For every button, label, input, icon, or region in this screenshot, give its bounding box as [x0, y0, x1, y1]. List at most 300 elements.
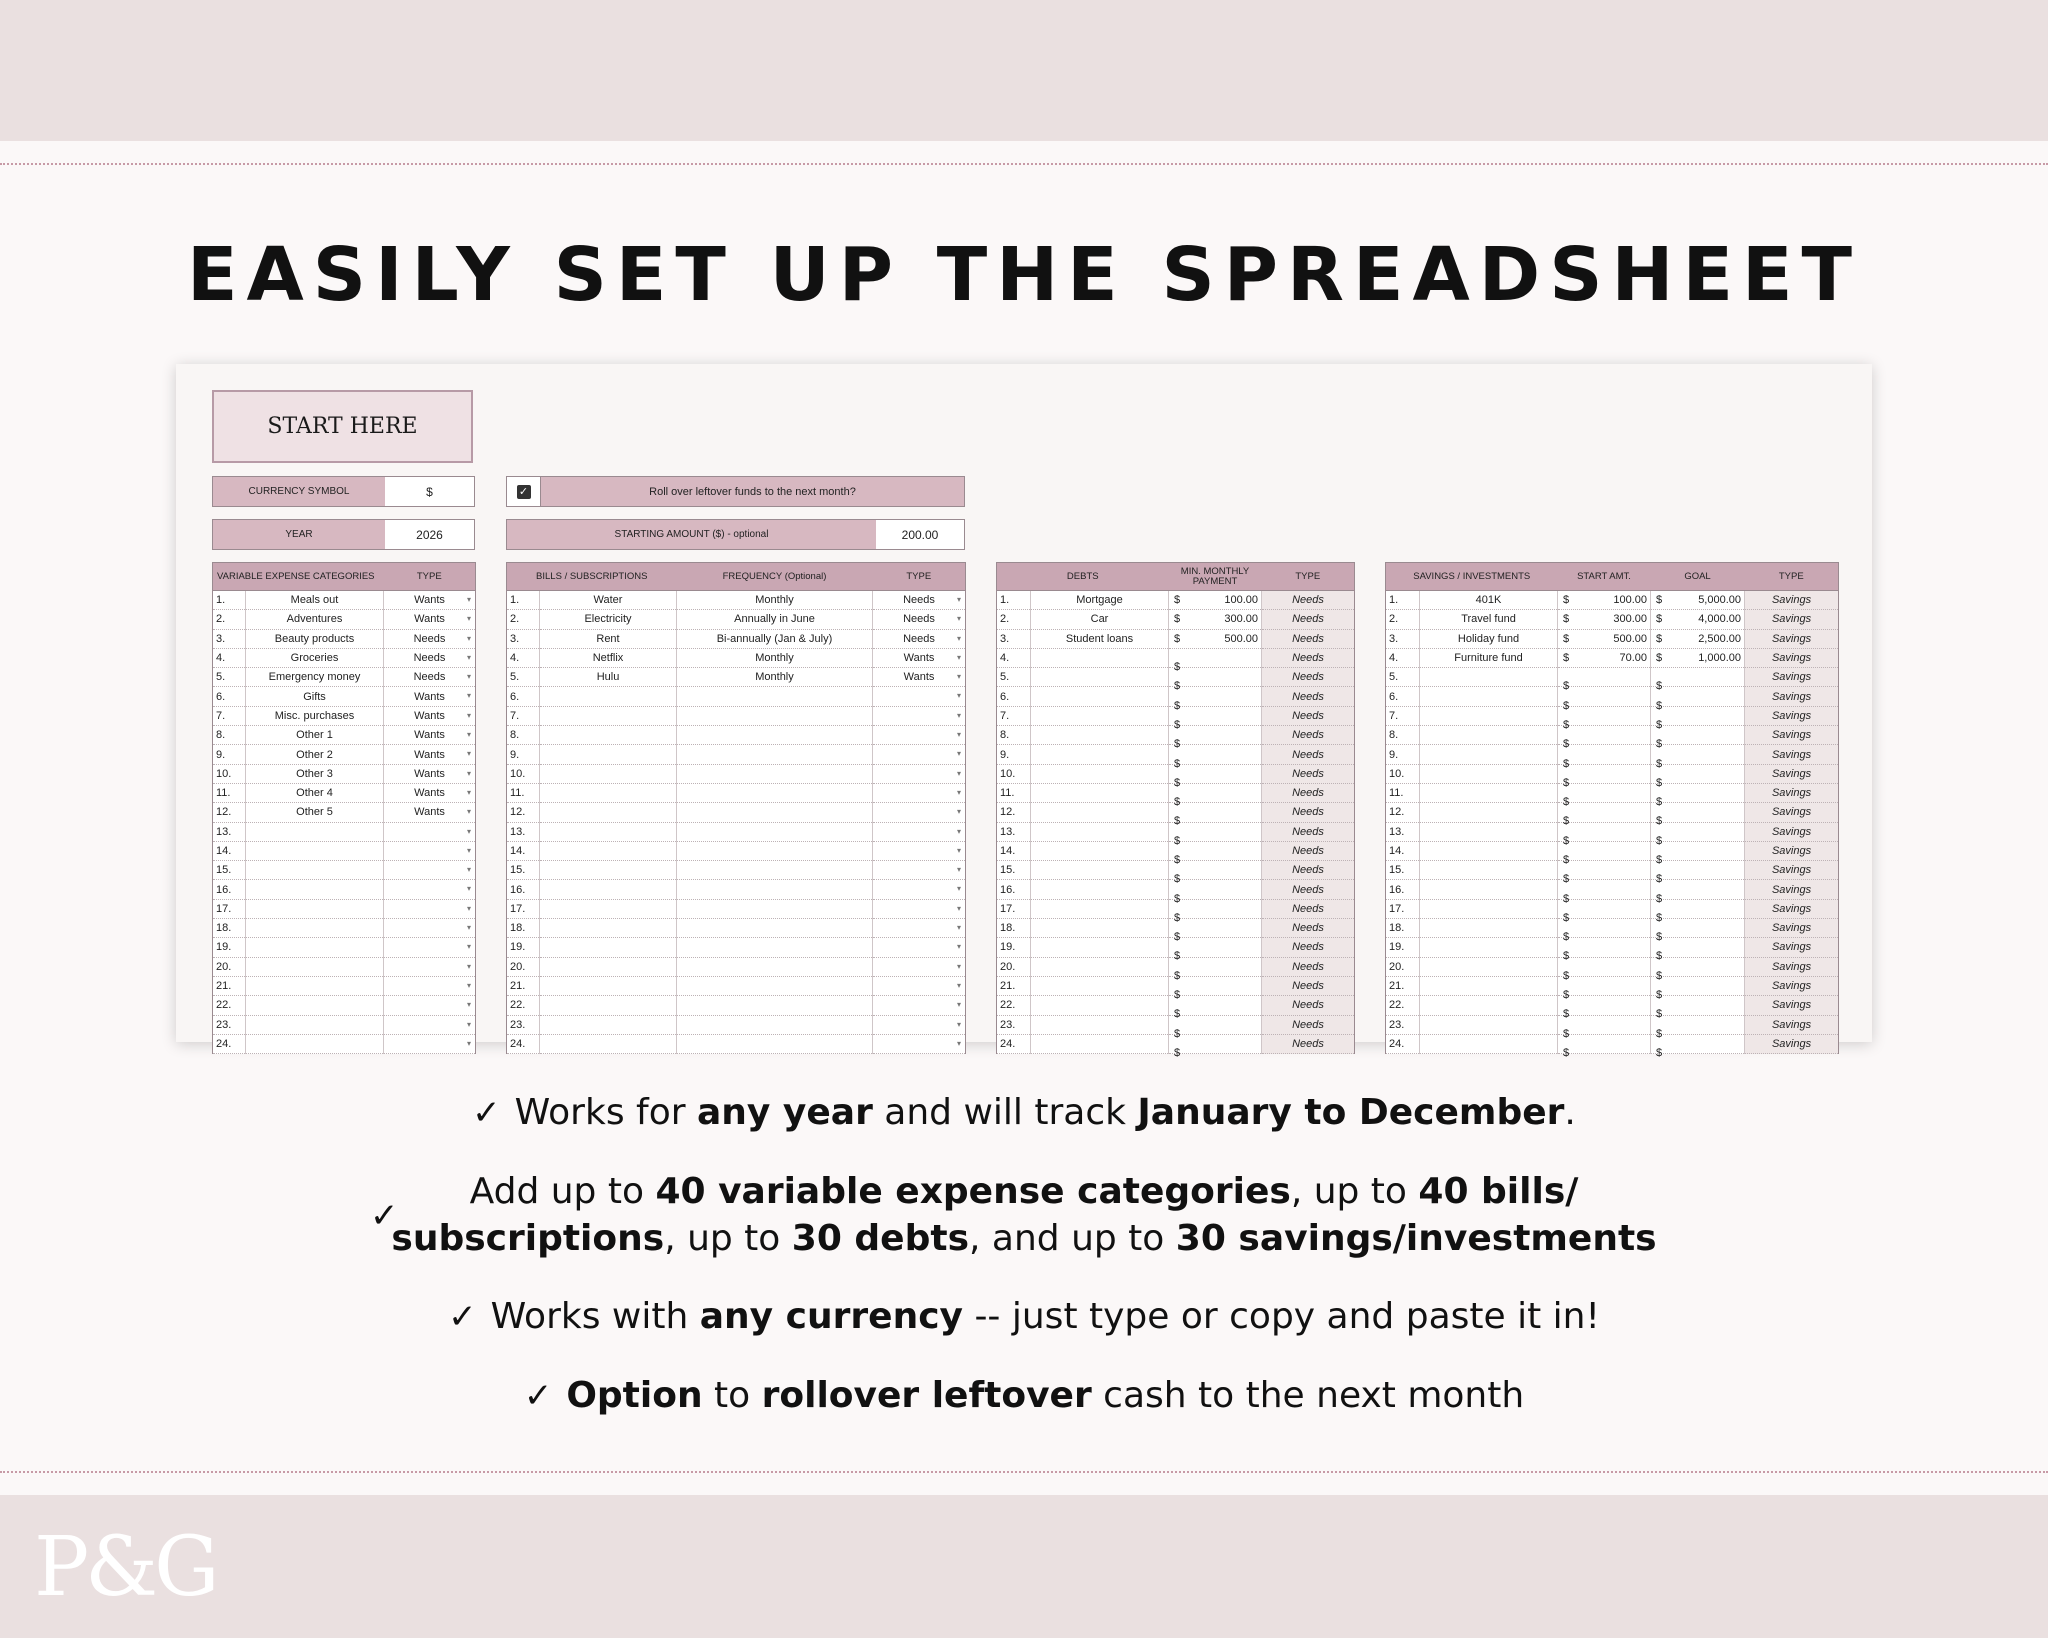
dropdown-arrow-icon: ▾	[956, 768, 961, 778]
bill-type-dropdown[interactable]	[873, 668, 966, 687]
savings-goal-cell[interactable]	[1651, 919, 1745, 944]
row-number: 17.	[997, 899, 1031, 918]
variable-category-cell[interactable]: Gifts	[246, 687, 384, 706]
savings-name-cell[interactable]	[1420, 668, 1558, 687]
debt-payment-cell[interactable]	[1169, 668, 1262, 693]
bill-frequency-cell[interactable]: Monthly	[677, 648, 873, 667]
savings-name-cell[interactable]	[1420, 919, 1558, 938]
savings-goal-cell[interactable]	[1651, 706, 1745, 731]
variable-type-dropdown[interactable]	[384, 803, 476, 822]
bill-frequency-cell[interactable]	[677, 1015, 873, 1034]
bills-table	[506, 562, 966, 1054]
savings-start-cell[interactable]	[1558, 1034, 1651, 1059]
dropdown-arrow-icon: ▾	[956, 807, 961, 817]
rollover-checkbox-cell[interactable]	[507, 477, 541, 506]
bill-frequency-cell[interactable]: Annually in June	[677, 610, 873, 629]
bill-name-cell[interactable]	[540, 706, 677, 725]
row-number: 3.	[213, 629, 246, 648]
variable-type-dropdown[interactable]	[384, 880, 476, 899]
bill-type-dropdown[interactable]	[873, 726, 966, 745]
bill-type-dropdown[interactable]	[873, 745, 966, 764]
row-number: 11.	[507, 783, 540, 802]
debt-payment-cell[interactable]	[1169, 591, 1262, 610]
variable-type-dropdown[interactable]	[384, 591, 476, 610]
table-row	[997, 1034, 1355, 1053]
debt-payment-cell[interactable]	[1169, 861, 1262, 886]
variable-type-dropdown[interactable]	[384, 899, 476, 918]
bill-frequency-cell[interactable]	[677, 841, 873, 860]
variable-type-dropdown[interactable]	[384, 1015, 476, 1034]
savings-start-cell[interactable]	[1558, 745, 1651, 770]
bill-type-dropdown[interactable]	[873, 687, 966, 706]
debt-name-cell[interactable]	[1031, 1034, 1169, 1053]
debt-payment-cell[interactable]	[1169, 899, 1262, 924]
bill-name-cell[interactable]	[540, 841, 677, 860]
variable-type-dropdown[interactable]	[384, 668, 476, 687]
debt-payment-cell[interactable]	[1169, 726, 1262, 751]
feature-text: , and up to	[969, 1218, 1176, 1259]
savings-start-cell[interactable]	[1558, 726, 1651, 751]
bill-frequency-cell[interactable]	[677, 783, 873, 802]
variable-category-cell[interactable]	[246, 1015, 384, 1034]
bill-frequency-cell[interactable]	[677, 706, 873, 725]
savings-name-cell[interactable]	[1420, 1034, 1558, 1053]
savings-goal-cell[interactable]	[1651, 726, 1745, 751]
debt-name-cell[interactable]	[1031, 706, 1169, 725]
variable-category-cell[interactable]: Meals out	[246, 591, 384, 610]
savings-goal-cell[interactable]	[1651, 648, 1745, 667]
bill-frequency-cell[interactable]	[677, 938, 873, 957]
savings-start-cell[interactable]	[1558, 803, 1651, 828]
savings-name-cell[interactable]	[1420, 822, 1558, 841]
bill-frequency-cell[interactable]	[677, 899, 873, 918]
bill-frequency-cell[interactable]	[677, 1034, 873, 1053]
bill-type-dropdown[interactable]	[873, 610, 966, 629]
debt-name-cell[interactable]	[1031, 841, 1169, 860]
variable-category-cell[interactable]	[246, 841, 384, 860]
savings-start-cell[interactable]	[1558, 976, 1651, 1002]
variable-category-cell[interactable]	[246, 996, 384, 1015]
debt-name-cell[interactable]	[1031, 976, 1169, 995]
bill-name-cell[interactable]: Netflix	[540, 648, 677, 667]
variable-type-dropdown[interactable]	[384, 957, 476, 976]
bill-type-dropdown[interactable]	[873, 783, 966, 802]
bill-type-dropdown[interactable]	[873, 957, 966, 976]
savings-goal-cell[interactable]	[1651, 783, 1745, 809]
variable-type-dropdown[interactable]	[384, 938, 476, 957]
savings-name-cell[interactable]	[1420, 803, 1558, 822]
variable-category-cell[interactable]	[246, 938, 384, 957]
variable-type-dropdown[interactable]	[384, 861, 476, 880]
table-row	[507, 764, 966, 783]
table-row	[1386, 1034, 1839, 1053]
bill-frequency-cell[interactable]	[677, 861, 873, 880]
bill-frequency-cell[interactable]	[677, 822, 873, 841]
savings-start-cell[interactable]	[1558, 648, 1651, 667]
debt-payment-cell[interactable]	[1169, 648, 1262, 674]
variable-category-cell[interactable]	[246, 919, 384, 938]
debt-name-cell[interactable]	[1031, 919, 1169, 938]
bill-name-cell[interactable]	[540, 783, 677, 802]
debt-payment-cell[interactable]	[1169, 745, 1262, 770]
starting-amount-label: STARTING AMOUNT ($) - optional	[507, 520, 876, 549]
variable-category-cell[interactable]	[246, 976, 384, 995]
row-number: 15.	[1386, 861, 1420, 880]
bill-type-dropdown[interactable]	[873, 1034, 966, 1053]
savings-start-cell[interactable]	[1558, 764, 1651, 789]
check-icon: ✓	[448, 1297, 477, 1337]
bill-frequency-cell[interactable]	[677, 764, 873, 783]
table-row	[507, 841, 966, 860]
feature-bold: January to December	[1137, 1092, 1565, 1133]
variable-type-dropdown[interactable]	[384, 919, 476, 938]
variable-category-cell[interactable]: Other 5	[246, 803, 384, 822]
variable-category-cell[interactable]: Beauty products	[246, 629, 384, 648]
debt-payment-cell[interactable]	[1169, 996, 1262, 1021]
variable-type-dropdown[interactable]	[384, 610, 476, 629]
debt-type-cell: Needs	[1262, 880, 1355, 899]
variable-type-dropdown[interactable]	[384, 648, 476, 667]
savings-start-cell[interactable]	[1558, 822, 1651, 847]
type-value: Needs	[903, 594, 935, 607]
savings-goal-cell[interactable]	[1651, 803, 1745, 828]
currency-symbol: $	[1174, 931, 1181, 944]
savings-goal-cell[interactable]	[1651, 745, 1745, 770]
savings-name-cell[interactable]	[1420, 976, 1558, 995]
savings-name-cell[interactable]	[1420, 899, 1558, 918]
savings-name-cell[interactable]	[1420, 957, 1558, 976]
table-row	[997, 880, 1355, 899]
savings-goal-cell[interactable]	[1651, 996, 1745, 1021]
bill-name-cell[interactable]: Electricity	[540, 610, 677, 629]
savings-type-cell: Savings	[1745, 591, 1839, 610]
starting-amount-input[interactable]: 200.00	[876, 520, 964, 549]
variable-category-cell[interactable]: Misc. purchases	[246, 706, 384, 725]
debt-name-cell[interactable]: Car	[1031, 610, 1169, 629]
debt-name-cell[interactable]	[1031, 899, 1169, 918]
variable-category-cell[interactable]	[246, 822, 384, 841]
bill-type-dropdown[interactable]	[873, 706, 966, 725]
variable-type-dropdown[interactable]	[384, 996, 476, 1015]
debt-payment-cell[interactable]	[1169, 976, 1262, 1002]
bill-type-dropdown[interactable]	[873, 591, 966, 610]
debt-payment-cell[interactable]	[1169, 764, 1262, 789]
variable-type-dropdown[interactable]	[384, 976, 476, 995]
bill-name-cell[interactable]	[540, 957, 677, 976]
bill-type-dropdown[interactable]	[873, 803, 966, 822]
bill-type-dropdown[interactable]	[873, 629, 966, 648]
savings-goal-cell[interactable]	[1651, 610, 1745, 629]
savings-start-cell[interactable]	[1558, 668, 1651, 693]
bill-name-cell[interactable]	[540, 1034, 677, 1053]
savings-name-cell[interactable]	[1420, 726, 1558, 745]
savings-start-cell[interactable]	[1558, 706, 1651, 731]
savings-goal-cell[interactable]	[1651, 880, 1745, 905]
savings-name-cell[interactable]	[1420, 880, 1558, 899]
bill-name-cell[interactable]	[540, 976, 677, 995]
savings-goal-cell[interactable]	[1651, 976, 1745, 1002]
debt-name-cell[interactable]	[1031, 938, 1169, 957]
bill-type-dropdown[interactable]	[873, 822, 966, 841]
savings-goal-cell[interactable]	[1651, 1034, 1745, 1059]
savings-start-cell[interactable]	[1558, 919, 1651, 944]
bill-frequency-cell[interactable]: Bi-annually (Jan & July)	[677, 629, 873, 648]
currency-symbol: $	[1174, 873, 1181, 886]
row-number: 10.	[213, 764, 246, 783]
dropdown-arrow-icon: ▾	[467, 942, 472, 952]
debt-name-cell[interactable]: Mortgage	[1031, 591, 1169, 610]
feature-bold: 30 debts	[791, 1218, 970, 1259]
savings-goal-cell[interactable]	[1651, 764, 1745, 789]
rollover-checkbox[interactable]: ✓	[517, 485, 531, 499]
savings-name-cell[interactable]: Furniture fund	[1420, 648, 1558, 667]
savings-goal-cell[interactable]	[1651, 841, 1745, 866]
variable-category-cell[interactable]	[246, 1034, 384, 1053]
bill-type-dropdown[interactable]	[873, 919, 966, 938]
table-row	[1386, 996, 1839, 1015]
variable-category-cell[interactable]	[246, 880, 384, 899]
debt-payment-cell[interactable]	[1169, 957, 1262, 982]
bill-name-cell[interactable]	[540, 996, 677, 1015]
debt-payment-cell[interactable]	[1169, 1034, 1262, 1059]
row-number: 2.	[507, 610, 540, 629]
savings-start-cell[interactable]	[1558, 938, 1651, 963]
row-number: 1.	[213, 591, 246, 610]
debt-type-cell: Needs	[1262, 726, 1355, 745]
bill-name-cell[interactable]	[540, 803, 677, 822]
bill-type-dropdown[interactable]	[873, 976, 966, 995]
bill-name-cell[interactable]	[540, 861, 677, 880]
savings-start-cell[interactable]	[1558, 783, 1651, 809]
savings-name-cell[interactable]	[1420, 687, 1558, 706]
bill-frequency-cell[interactable]	[677, 745, 873, 764]
debt-payment-cell[interactable]	[1169, 938, 1262, 963]
bill-name-cell[interactable]: Rent	[540, 629, 677, 648]
debt-type-cell: Needs	[1262, 783, 1355, 802]
currency-symbol: $	[1563, 613, 1570, 626]
debt-name-cell[interactable]	[1031, 803, 1169, 822]
debt-payment-cell[interactable]	[1169, 610, 1262, 629]
bill-name-cell[interactable]	[540, 687, 677, 706]
table-row	[997, 726, 1355, 745]
savings-goal-cell[interactable]	[1651, 687, 1745, 712]
bill-frequency-cell[interactable]	[677, 996, 873, 1015]
variable-type-dropdown[interactable]	[384, 687, 476, 706]
savings-goal-cell[interactable]	[1651, 822, 1745, 847]
debt-name-cell[interactable]	[1031, 1015, 1169, 1034]
bills-header-type: TYPE	[873, 563, 966, 591]
bill-frequency-cell[interactable]	[677, 687, 873, 706]
variable-category-cell[interactable]: Emergency money	[246, 668, 384, 687]
debt-payment-cell[interactable]	[1169, 841, 1262, 866]
variable-category-cell[interactable]: Other 4	[246, 783, 384, 802]
savings-goal-cell[interactable]	[1651, 957, 1745, 982]
debt-name-cell[interactable]	[1031, 687, 1169, 706]
bill-frequency-cell[interactable]	[677, 880, 873, 899]
variable-category-cell[interactable]	[246, 899, 384, 918]
debt-payment-cell[interactable]	[1169, 706, 1262, 731]
savings-start-cell[interactable]	[1558, 957, 1651, 982]
savings-name-cell[interactable]	[1420, 783, 1558, 802]
savings-start-cell[interactable]	[1558, 996, 1651, 1021]
bill-name-cell[interactable]	[540, 938, 677, 957]
currency-symbol: $	[1174, 1008, 1181, 1021]
bill-name-cell[interactable]	[540, 764, 677, 783]
bill-name-cell[interactable]	[540, 1015, 677, 1034]
bill-frequency-cell[interactable]	[677, 976, 873, 995]
debt-name-cell[interactable]	[1031, 648, 1169, 667]
bill-type-dropdown[interactable]	[873, 861, 966, 880]
variable-type-dropdown[interactable]	[384, 1034, 476, 1053]
savings-goal-cell[interactable]	[1651, 899, 1745, 924]
dropdown-arrow-icon: ▾	[956, 730, 961, 740]
savings-goal-cell[interactable]	[1651, 938, 1745, 963]
variable-category-cell[interactable]: Adventures	[246, 610, 384, 629]
debt-payment-cell[interactable]	[1169, 880, 1262, 905]
bill-type-dropdown[interactable]	[873, 1015, 966, 1034]
table-row	[507, 629, 966, 648]
savings-name-cell[interactable]	[1420, 706, 1558, 725]
variable-type-dropdown[interactable]	[384, 706, 476, 725]
debt-payment-cell[interactable]	[1169, 919, 1262, 944]
row-number: 24.	[213, 1034, 246, 1053]
savings-name-cell[interactable]: Travel fund	[1420, 610, 1558, 629]
bill-frequency-cell[interactable]	[677, 957, 873, 976]
variable-type-dropdown[interactable]	[384, 822, 476, 841]
variable-category-cell[interactable]	[246, 861, 384, 880]
debt-name-cell[interactable]	[1031, 668, 1169, 687]
debt-name-cell[interactable]: Student loans	[1031, 629, 1169, 648]
variable-category-cell[interactable]: Other 2	[246, 745, 384, 764]
bill-name-cell[interactable]	[540, 726, 677, 745]
bill-type-dropdown[interactable]	[873, 938, 966, 957]
savings-start-cell[interactable]	[1558, 841, 1651, 866]
debt-name-cell[interactable]	[1031, 880, 1169, 899]
bill-type-dropdown[interactable]	[873, 899, 966, 918]
savings-name-cell[interactable]: 401K	[1420, 591, 1558, 610]
bill-frequency-cell[interactable]: Monthly	[677, 668, 873, 687]
debt-payment-cell[interactable]	[1169, 629, 1262, 648]
bill-frequency-cell[interactable]	[677, 919, 873, 938]
variable-category-cell[interactable]: Other 1	[246, 726, 384, 745]
savings-start-cell[interactable]	[1558, 629, 1651, 648]
bill-frequency-cell[interactable]	[677, 803, 873, 822]
variable-category-cell[interactable]: Groceries	[246, 648, 384, 667]
bill-type-dropdown[interactable]	[873, 764, 966, 783]
debt-name-cell[interactable]	[1031, 861, 1169, 880]
row-number: 21.	[1386, 976, 1420, 995]
savings-goal-cell[interactable]	[1651, 591, 1745, 610]
savings-name-cell[interactable]: Holiday fund	[1420, 629, 1558, 648]
dropdown-arrow-icon: ▾	[467, 865, 472, 875]
variable-category-cell[interactable]	[246, 957, 384, 976]
savings-name-cell[interactable]	[1420, 764, 1558, 783]
variable-category-cell[interactable]: Other 3	[246, 764, 384, 783]
debt-name-cell[interactable]	[1031, 783, 1169, 802]
currency-symbol: $	[1174, 1046, 1181, 1059]
currency-symbol: $	[1174, 989, 1181, 1002]
savings-name-cell[interactable]	[1420, 996, 1558, 1015]
debt-name-cell[interactable]	[1031, 745, 1169, 764]
currency-symbol: $	[1174, 613, 1181, 626]
savings-goal-cell[interactable]	[1651, 668, 1745, 693]
savings-name-cell[interactable]	[1420, 861, 1558, 880]
row-number: 19.	[507, 938, 540, 957]
savings-start-cell[interactable]	[1558, 861, 1651, 886]
bill-type-dropdown[interactable]	[873, 648, 966, 667]
savings-start-cell[interactable]	[1558, 1015, 1651, 1040]
variable-type-dropdown[interactable]	[384, 783, 476, 802]
table-row	[213, 841, 476, 860]
debt-payment-cell[interactable]	[1169, 803, 1262, 828]
debt-name-cell[interactable]	[1031, 726, 1169, 745]
table-row	[213, 957, 476, 976]
bill-type-dropdown[interactable]	[873, 841, 966, 860]
bill-name-cell[interactable]	[540, 745, 677, 764]
table-row	[213, 976, 476, 995]
savings-goal-cell[interactable]	[1651, 629, 1745, 648]
bill-frequency-cell[interactable]: Monthly	[677, 591, 873, 610]
debt-payment-cell[interactable]	[1169, 783, 1262, 809]
row-number: 4.	[997, 648, 1031, 667]
debt-payment-cell[interactable]	[1169, 822, 1262, 847]
savings-start-cell[interactable]	[1558, 687, 1651, 712]
debt-name-cell[interactable]	[1031, 996, 1169, 1015]
dropdown-arrow-icon: ▾	[956, 749, 961, 759]
debt-payment-cell[interactable]	[1169, 687, 1262, 712]
variable-type-dropdown[interactable]	[384, 841, 476, 860]
debt-name-cell[interactable]	[1031, 764, 1169, 783]
currency-symbol: $	[1656, 632, 1663, 645]
currency-symbol: $	[1656, 594, 1663, 607]
bill-name-cell[interactable]: Water	[540, 591, 677, 610]
currency-input[interactable]: $	[385, 477, 474, 506]
bill-frequency-cell[interactable]	[677, 726, 873, 745]
savings-start-cell[interactable]	[1558, 899, 1651, 924]
variable-type-dropdown[interactable]	[384, 629, 476, 648]
bill-type-dropdown[interactable]	[873, 996, 966, 1015]
bill-name-cell[interactable]	[540, 899, 677, 918]
table-row	[997, 1015, 1355, 1034]
bill-name-cell[interactable]: Hulu	[540, 668, 677, 687]
bill-name-cell[interactable]	[540, 880, 677, 899]
savings-goal-cell[interactable]	[1651, 861, 1745, 886]
bill-name-cell[interactable]	[540, 919, 677, 938]
variable-type-dropdown[interactable]	[384, 726, 476, 745]
bill-type-dropdown[interactable]	[873, 880, 966, 899]
savings-name-cell[interactable]	[1420, 938, 1558, 957]
bill-name-cell[interactable]	[540, 822, 677, 841]
savings-name-cell[interactable]	[1420, 841, 1558, 860]
debt-name-cell[interactable]	[1031, 957, 1169, 976]
savings-start-cell[interactable]	[1558, 880, 1651, 905]
savings-goal-cell[interactable]	[1651, 1015, 1745, 1040]
currency-symbol: $	[1563, 1046, 1570, 1059]
savings-start-cell[interactable]	[1558, 610, 1651, 629]
year-input[interactable]: 2026	[385, 520, 474, 549]
savings-start-cell[interactable]	[1558, 591, 1651, 610]
variable-type-dropdown[interactable]	[384, 764, 476, 783]
savings-name-cell[interactable]	[1420, 1015, 1558, 1034]
debt-payment-cell[interactable]	[1169, 1015, 1262, 1040]
variable-type-dropdown[interactable]	[384, 745, 476, 764]
feature-item-capacity-line1	[0, 1169, 2048, 1215]
row-number: 20.	[1386, 957, 1420, 976]
debt-name-cell[interactable]	[1031, 822, 1169, 841]
currency-symbol: $	[1563, 718, 1570, 731]
savings-name-cell[interactable]	[1420, 745, 1558, 764]
row-number: 8.	[1386, 726, 1420, 745]
